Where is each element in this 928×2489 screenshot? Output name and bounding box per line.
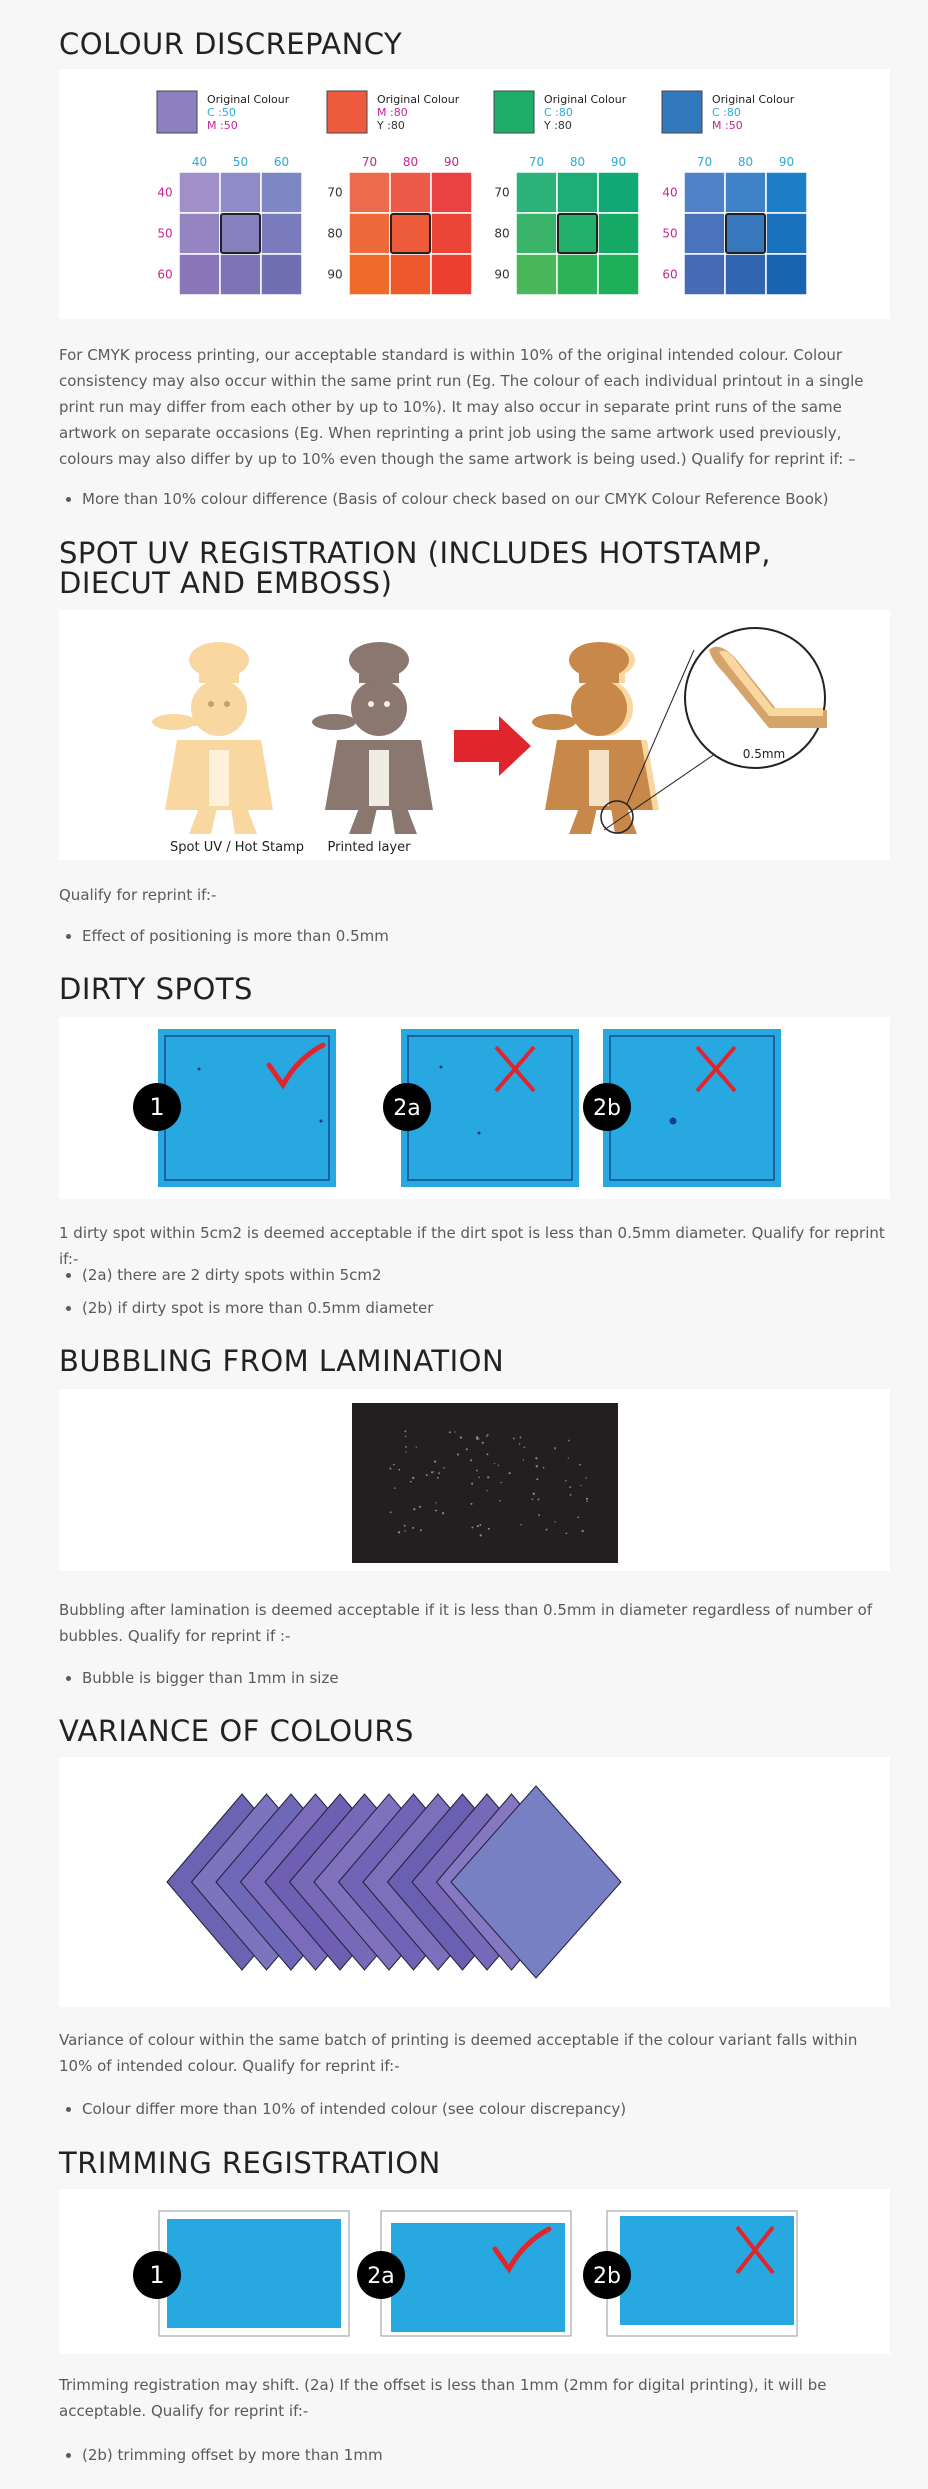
tick-label: 80 — [569, 155, 586, 169]
bubble-dot — [554, 1448, 556, 1450]
tick-label: 80 — [737, 155, 754, 169]
bubbling-list — [59, 1665, 339, 1698]
bubble-dot — [524, 1447, 525, 1448]
bubble-dot — [404, 1430, 406, 1432]
tick-label: 80 — [327, 226, 343, 241]
section-title-variance: VARIANCE OF COLOURS — [59, 1714, 414, 1748]
bubble-dot — [565, 1480, 566, 1481]
variance-list — [59, 2096, 626, 2129]
bubble-dot — [569, 1486, 571, 1488]
bubble-dot — [500, 1482, 501, 1483]
swatch-label: Original Colour — [712, 93, 795, 106]
bubble-dot — [435, 1502, 436, 1503]
bubble-dot — [470, 1459, 472, 1461]
list-item: • (2b) trimming offset by more than 1mm — [82, 2442, 383, 2468]
tick-label: 90 — [610, 155, 627, 169]
bubble-dot — [394, 1487, 396, 1489]
bubble-dot — [398, 1469, 400, 1471]
svg-text:2a: 2a — [393, 1096, 421, 1121]
section-title-dirty-spots: DIRTY SPOTS — [59, 972, 253, 1006]
bubbling-figure — [59, 1389, 890, 1571]
bubble-dot — [435, 1510, 437, 1512]
tick-label: 40 — [662, 185, 678, 200]
bubble-dot — [431, 1471, 433, 1473]
swatch-cell — [220, 254, 261, 295]
swatch-cell — [349, 213, 390, 254]
label-badge — [133, 2251, 181, 2299]
caption-printed-layer: Printed layer — [327, 840, 411, 855]
svg-text:2a: 2a — [367, 2264, 395, 2289]
bubble-dot — [486, 1453, 488, 1455]
swatch-cell — [516, 254, 557, 295]
colour-variance-illustration — [59, 1757, 890, 2007]
spot-uv-text: Qualify for reprint if:- — [59, 886, 217, 904]
bubble-dot — [536, 1478, 538, 1480]
tick-label: 40 — [157, 185, 173, 200]
swatch-cell — [725, 254, 766, 295]
colour-discrepancy-list — [59, 486, 828, 519]
dirty-spots-figure — [59, 1017, 890, 1199]
swatch-cell — [766, 213, 807, 254]
bubble-dot — [476, 1436, 478, 1438]
bubble-dot — [438, 1472, 440, 1474]
bubble-dot — [433, 1471, 434, 1472]
colour-swatch-chart — [59, 69, 890, 319]
bubble-dot — [568, 1440, 570, 1442]
bubble-dot — [586, 1501, 587, 1502]
bubble-dot — [568, 1457, 569, 1458]
swatch-cell — [557, 254, 598, 295]
swatch-group — [494, 91, 639, 295]
swatch-value: Y :80 — [377, 119, 405, 132]
bubble-dot — [513, 1438, 515, 1440]
tick-label: 60 — [157, 267, 173, 282]
swatch-cell — [766, 172, 807, 213]
swatch-label: Original Colour — [544, 93, 627, 106]
bubble-dot — [404, 1530, 405, 1531]
swatch-group — [327, 91, 472, 295]
dirty-spots-illustration — [59, 1017, 890, 1199]
tick-label: 60 — [662, 267, 678, 282]
tick-label: 70 — [361, 155, 378, 169]
tick-label: 50 — [157, 226, 173, 241]
original-swatch — [327, 91, 367, 133]
svg-text:2b: 2b — [593, 2264, 621, 2289]
bubble-dot — [478, 1477, 480, 1479]
bubble-dot — [580, 1485, 581, 1486]
trimming-figure — [59, 2189, 890, 2354]
swatch-label: Original Colour — [377, 93, 460, 106]
original-swatch — [662, 91, 702, 133]
bubble-dot — [586, 1498, 588, 1500]
original-swatch — [494, 91, 534, 133]
swatch-value: Y :80 — [544, 119, 572, 132]
swatch-cell — [390, 172, 431, 213]
swatch-cell — [516, 172, 557, 213]
bubble-dot — [582, 1530, 584, 1532]
swatch-group — [157, 91, 302, 295]
bubble-dot — [488, 1528, 490, 1530]
tick-label: 60 — [273, 155, 290, 169]
colour-discrepancy-text: For CMYK process printing, our acceptable standard is within 10% of the original intended colour. Colour consistency may also occur within the same print run (Eg. The colour of each individual printout in a single print run may differ from each other by up to 10%). It may also occur in separate print runs of the same artwork on separate occasions (Eg. When reprinting a print job using the same artwork used previously, colours may also differ by up to 10% even though the same artwork is being used.) Qualify for reprint if: – — [59, 346, 864, 468]
bubble-dot — [460, 1436, 462, 1438]
swatch-cell — [220, 213, 261, 254]
swatch-cell — [349, 254, 390, 295]
bubble-dot — [393, 1464, 395, 1466]
bubble-dot — [482, 1442, 484, 1444]
bubble-dot — [566, 1532, 568, 1534]
bubble-dot — [536, 1465, 538, 1467]
bubble-dot — [570, 1494, 572, 1496]
spot-uv-figure — [59, 610, 890, 860]
list-item: • Colour differ more than 10% of intended colour (see colour discrepancy) — [82, 2096, 626, 2122]
tick-label: 90 — [327, 267, 343, 282]
swatch-cell — [261, 172, 302, 213]
swatch-group — [662, 91, 807, 295]
swatch-cell — [557, 172, 598, 213]
tick-label: 50 — [662, 226, 678, 241]
bubble-dot — [480, 1534, 482, 1536]
bubble-dot — [579, 1464, 581, 1466]
arrow-right-icon — [454, 716, 531, 776]
list-item: • (2a) there are 2 dirty spots within 5cm2 — [82, 1262, 433, 1288]
bubble-dot — [471, 1503, 473, 1505]
tick-label: 90 — [494, 267, 510, 282]
bubble-dot — [390, 1511, 392, 1513]
swatch-cell — [598, 254, 639, 295]
bubble-dot — [412, 1477, 414, 1479]
section-title-spot-uv: SPOT UV REGISTRATION (INCLUDES HOTSTAMP, DIECUT AND EMBOSS) — [59, 536, 771, 600]
tick-label: 90 — [778, 155, 795, 169]
svg-text:1: 1 — [149, 2261, 165, 2289]
tick-label: 80 — [494, 226, 510, 241]
swatch-value: M :50 — [207, 119, 238, 132]
bubble-dot — [535, 1457, 537, 1459]
tick-label: 70 — [494, 185, 510, 200]
colour-discrepancy-figure — [59, 69, 890, 319]
swatch-cell — [431, 172, 472, 213]
spot-uv-illustration — [59, 610, 890, 860]
bubble-dot — [577, 1516, 579, 1518]
bubble-dot — [434, 1461, 436, 1463]
swatch-cell — [557, 213, 598, 254]
bubble-dot — [471, 1483, 473, 1485]
bubble-dot — [416, 1447, 417, 1448]
bubble-dot — [538, 1498, 540, 1500]
bubble-dot — [486, 1490, 487, 1491]
trimming-illustration — [59, 2189, 890, 2354]
section-title-bubbling: BUBBLING FROM LAMINATION — [59, 1344, 505, 1378]
swatch-value: M :50 — [712, 119, 743, 132]
zoom-measure-label: 0.5mm — [742, 747, 786, 761]
bubble-dot — [487, 1476, 489, 1478]
section-title-colour-discrepancy: COLOUR DISCREPANCY — [59, 27, 403, 61]
spot-uv-list — [59, 923, 389, 956]
bubble-dot — [554, 1521, 555, 1522]
swatch-value: C :80 — [544, 106, 573, 119]
swatch-cell — [261, 254, 302, 295]
swatch-cell — [431, 213, 472, 254]
section-title-trimming: TRIMMING REGISTRATION — [59, 2146, 441, 2180]
bubble-dot — [405, 1446, 407, 1448]
bubble-dot — [457, 1453, 459, 1455]
bubble-dot — [398, 1531, 400, 1533]
bubble-dot — [519, 1443, 520, 1444]
variance-figure — [59, 1757, 890, 2007]
bubble-dot — [585, 1477, 586, 1478]
bubble-dot — [471, 1526, 473, 1528]
dirty-spots-list — [59, 1262, 433, 1328]
bubble-dot — [543, 1467, 545, 1469]
swatch-cell — [431, 254, 472, 295]
tick-label: 80 — [402, 155, 419, 169]
bubbling-text: Bubbling after lamination is deemed acceptable if it is less than 0.5mm in diameter regardless of number of bubbles. Qualify for reprint if :- — [59, 1601, 873, 1645]
swatch-cell — [598, 172, 639, 213]
bubble-dot — [520, 1524, 521, 1525]
bubble-dot — [509, 1472, 511, 1474]
bubble-dot — [538, 1514, 540, 1516]
swatch-cell — [179, 213, 220, 254]
swatch-cell — [179, 172, 220, 213]
tick-label: 90 — [443, 155, 460, 169]
bubble-dot — [533, 1493, 535, 1495]
swatch-cell — [220, 172, 261, 213]
bubble-dot — [404, 1525, 406, 1527]
tick-label: 70 — [528, 155, 545, 169]
swatch-cell — [598, 213, 639, 254]
bubble-dot — [419, 1506, 421, 1508]
swatch-value: C :80 — [712, 106, 741, 119]
swatch-cell — [390, 254, 431, 295]
bubble-dot — [479, 1524, 481, 1526]
swatch-value: C :50 — [207, 106, 236, 119]
swatch-cell — [516, 213, 557, 254]
variance-text: Variance of colour within the same batch of printing is deemed acceptable if the colour variant falls within 10% of intended colour. Qualify for reprint if:- — [59, 2031, 858, 2075]
bubble-dot — [487, 1434, 489, 1436]
swatch-cell — [725, 213, 766, 254]
swatch-cell — [261, 213, 302, 254]
bubble-dot — [478, 1438, 479, 1439]
dirty-spots-text: 1 dirty spot within 5cm2 is deemed acceptable if the dirt spot is less than 0.5mm diameter. Qualify for reprint if:- — [59, 1224, 885, 1268]
swatch-label: Original Colour — [207, 93, 290, 106]
trimming-list — [59, 2442, 383, 2475]
swatch-cell — [390, 213, 431, 254]
swatch-value: M :80 — [377, 106, 408, 119]
bubble-dot — [442, 1512, 444, 1514]
bubble-dot — [437, 1477, 439, 1479]
list-item: • Bubble is bigger than 1mm in size — [82, 1665, 339, 1691]
bubble-dot — [499, 1500, 501, 1502]
bubble-dot — [494, 1463, 495, 1464]
bubble-dot — [443, 1467, 445, 1469]
bubble-dot — [406, 1452, 407, 1453]
caption-spot-uv: Spot UV / Hot Stamp — [170, 840, 304, 855]
bubble-dot — [476, 1470, 478, 1472]
swatch-cell — [725, 172, 766, 213]
bubble-dot — [413, 1508, 415, 1510]
bubble-dot — [546, 1529, 548, 1531]
bubble-dot — [498, 1465, 499, 1466]
tick-label: 40 — [191, 155, 208, 169]
label-badge — [357, 2251, 405, 2299]
swatch-cell — [179, 254, 220, 295]
original-swatch — [157, 91, 197, 133]
bubble-dot — [449, 1431, 451, 1433]
bubble-dot — [405, 1436, 406, 1437]
svg-text:1: 1 — [149, 1093, 165, 1121]
swatch-cell — [684, 172, 725, 213]
swatch-cell — [684, 213, 725, 254]
swatch-cell — [766, 254, 807, 295]
bubble-dot — [420, 1529, 422, 1531]
list-item: • More than 10% colour difference (Basis of colour check based on our CMYK Colour Reference Book) — [82, 486, 828, 512]
tick-label: 50 — [232, 155, 249, 169]
svg-text:2b: 2b — [593, 1096, 621, 1121]
tick-label: 70 — [327, 185, 343, 200]
bubble-dot — [466, 1448, 468, 1450]
bubbling-illustration — [59, 1389, 890, 1571]
bubble-dot — [454, 1431, 455, 1432]
swatch-cell — [684, 254, 725, 295]
bubble-dot — [520, 1437, 522, 1439]
list-item: • (2b) if dirty spot is more than 0.5mm diameter — [82, 1295, 433, 1321]
bubble-dot — [486, 1435, 488, 1437]
label-badge — [583, 2251, 631, 2299]
tick-label: 70 — [696, 155, 713, 169]
swatch-cell — [349, 172, 390, 213]
bubble-dot — [410, 1481, 412, 1483]
trimming-text: Trimming registration may shift. (2a) If the offset is less than 1mm (2mm for digital printing), it will be acceptable. Qualify for reprint if:- — [59, 2376, 827, 2420]
bubble-dot — [477, 1525, 479, 1527]
list-item: • Effect of positioning is more than 0.5mm — [82, 923, 389, 949]
bubble-dot — [532, 1499, 534, 1501]
bubble-dot — [389, 1468, 391, 1470]
label-badge — [383, 1083, 431, 1131]
bubble-dot — [412, 1527, 414, 1529]
label-badge — [583, 1083, 631, 1131]
bubble-dot — [426, 1474, 428, 1476]
bubble-dot — [523, 1459, 524, 1460]
label-badge — [133, 1083, 181, 1131]
